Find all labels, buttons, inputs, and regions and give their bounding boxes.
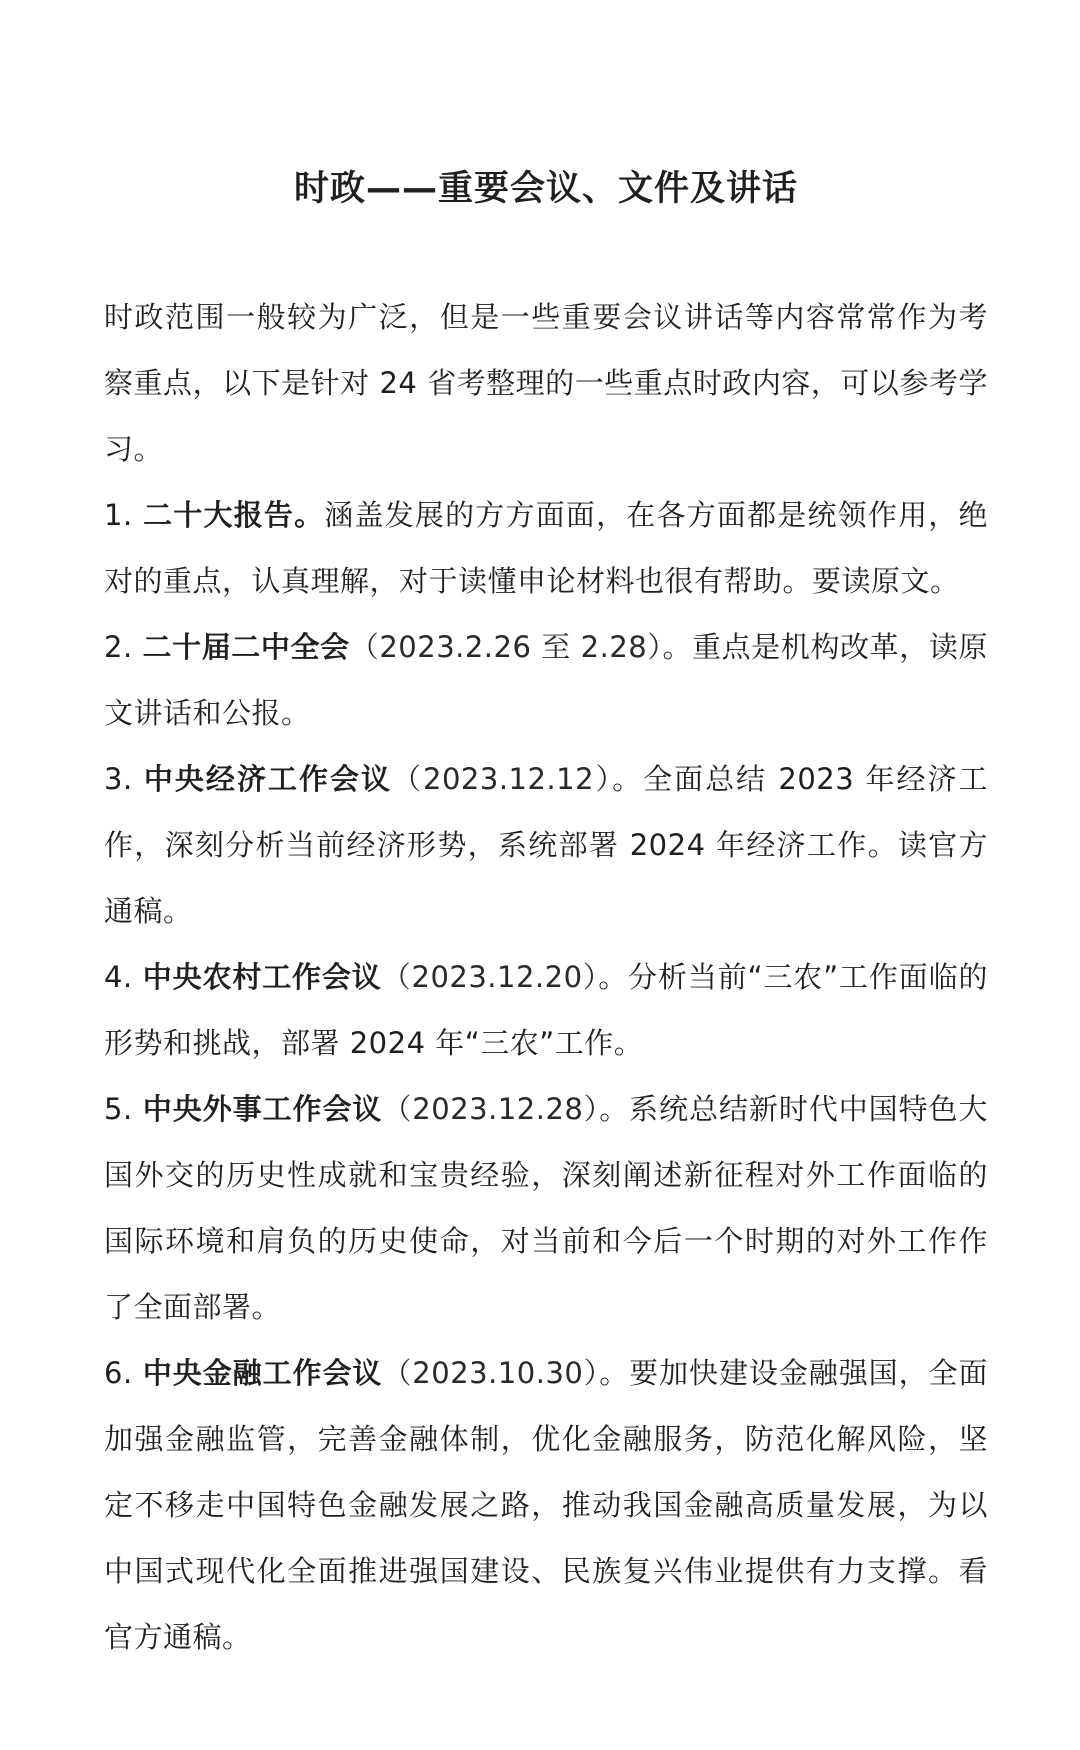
item-text: 。要加快建设金融强国，全面加强金融监管，完善金融体制，优化金融服务，防范化解风险，坚定不移走中国特色金融发展之路，推动我国金融高质量发展，为以中国式现代化全面推进强国建设、民族复兴伟业提供有力支撑。看官方通稿。 [104,1356,988,1654]
item-number: 1. [104,498,133,532]
item-date: （2023.10.30） [382,1356,600,1390]
item-number: 5. [104,1092,133,1126]
item-paragraph-4 [104,944,988,1076]
item-title: 二十届二中全会 [142,630,350,664]
item-title: 二十大报告。 [143,498,325,532]
document-body [104,284,988,1670]
item-date: （2023.12.28） [382,1092,600,1126]
item-title: 中央外事工作会议 [142,1092,383,1126]
item-date: （2023.2.26 至 2.28） [349,630,663,664]
item-title: 中央农村工作会议 [142,960,382,994]
item-title: 中央经济工作会议 [143,762,393,796]
intro-paragraph: 时政范围一般较为广泛，但是一些重要会议讲话等内容常常作为考察重点，以下是针对 24 省考整理的一些重点时政内容，可以参考学习。 [104,300,988,466]
item-text: 。全面总结 2023 年经济工作，深刻分析当前经济形势，系统部署 2024 年经济工作。读官方通稿。 [104,762,988,928]
document-title: 时政——重要会议、文件及讲话 [293,169,798,209]
item-number: 4. [104,960,133,994]
item-text: 。系统总结新时代中国特色大国外交的历史性成就和宝贵经验，深刻阐述新征程对外工作面临的国际环境和肩负的历史使命，对当前和今后一个时期的对外工作作了全面部署。 [104,1092,988,1324]
item-text: 。分析当前“三农”工作面临的形势和挑战，部署 2024 年“三农”工作。 [104,960,988,1060]
item-text: 。重点是机构改革，读原文讲话和公报。 [104,630,988,730]
item-paragraph-5 [104,1076,988,1340]
item-number: 6. [104,1356,133,1390]
item-title: 中央金融工作会议 [142,1356,383,1390]
item-number: 2. [104,630,133,664]
item-number: 3. [104,762,133,796]
item-text: 涵盖发展的方方面面，在各方面都是统领作用，绝对的重点，认真理解，对于读懂申论材料也很有帮助。要读原文。 [104,498,988,598]
item-paragraph-1 [104,482,988,614]
item-paragraph-3 [104,746,988,944]
item-paragraph-2 [104,614,988,746]
item-paragraph-6 [104,1340,988,1670]
item-date: （2023.12.12） [392,762,613,796]
item-date: （2023.12.20） [381,960,599,994]
